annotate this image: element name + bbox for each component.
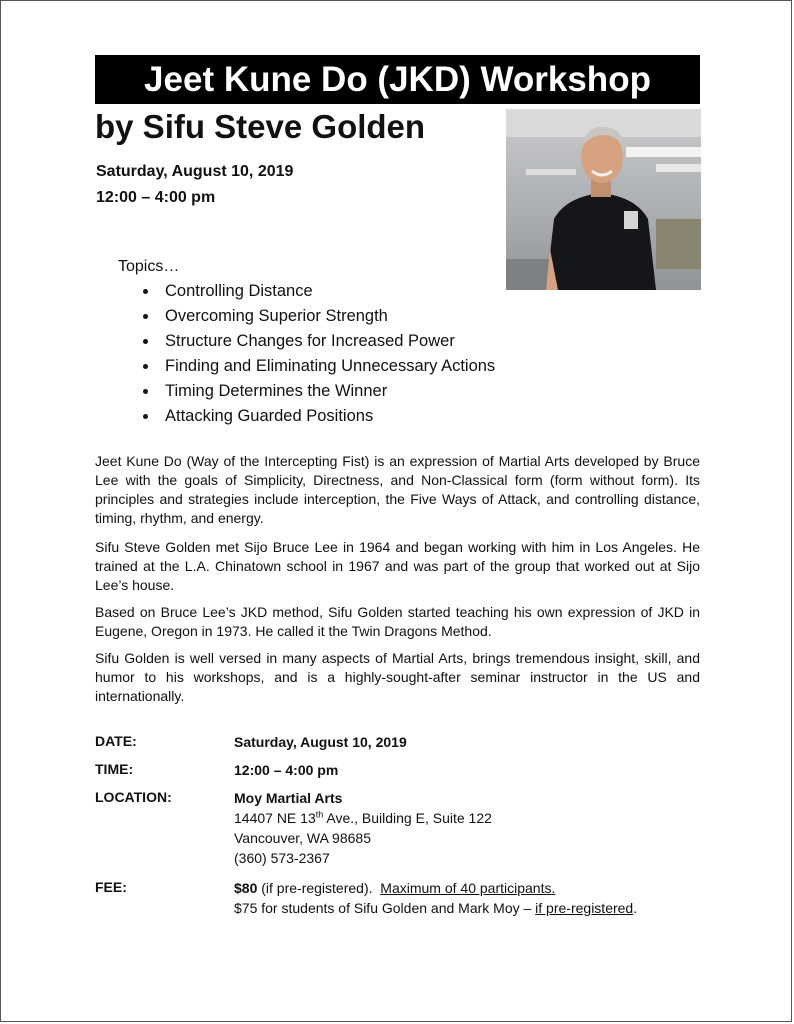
- location-address: [234, 809, 492, 829]
- topics-list: [140, 281, 495, 431]
- fee-note: (if pre-registered).: [257, 880, 381, 896]
- instructor-bio-paragraph: Sifu Golden is well versed in many aspects of Martial Arts, brings tremendous insight, skill, and humor to his workshops, and is a highly-sought-after seminar instructor in the US and internationally.: [95, 650, 700, 704]
- fee-max-participants: Maximum of 40 participants.: [380, 880, 556, 896]
- fee-students-condition: if pre-registered: [535, 900, 634, 916]
- topic-item: Timing Determines the Winner: [140, 381, 495, 406]
- topic-item: Overcoming Superior Strength: [140, 306, 495, 331]
- location-phone: (360) 573-2367: [234, 850, 330, 866]
- event-time: 12:00 – 4:00 pm: [96, 189, 216, 206]
- instructor-photo: [506, 109, 701, 290]
- fee-students-line: [234, 899, 637, 919]
- address-rest: Ave., Building E, Suite 122: [323, 810, 492, 826]
- date-label: DATE:: [95, 733, 137, 749]
- instructor-photo-illustration: [506, 109, 701, 290]
- instructor-history-paragraph: Sifu Steve Golden met Sijo Bruce Lee in 1964 and began working with him in Los Angeles. He trained at the L.A. Chinatown school in 1967 and was part of the group that worked out at Sijo Lee’s house.: [95, 539, 700, 593]
- address-superscript: th: [315, 809, 324, 820]
- time-value: 12:00 – 4:00 pm: [234, 762, 339, 778]
- fee-amount: $80: [234, 880, 258, 896]
- time-label: TIME:: [95, 761, 134, 777]
- jkd-description-paragraph: Jeet Kune Do (Way of the Intercepting Fist) is an expression of Martial Arts developed by Bruce Lee with the goals of Simplicity, Directness, and Non-Classical form (form without form). Its principles and strategies include interception, the Five Ways of Attack, and controlling distance, timing, rhythm, and energy.: [95, 453, 700, 526]
- flyer-subtitle: by Sifu Steve Golden: [95, 108, 426, 145]
- location-name: Moy Martial Arts: [234, 790, 343, 806]
- topic-item: Controlling Distance: [140, 281, 495, 306]
- address-number: 14407 NE 13: [234, 810, 316, 826]
- twin-dragons-paragraph: Based on Bruce Lee’s JKD method, Sifu Golden started teaching his own expression of JKD in Eugene, Oregon in 1973. He called it the Twin Dragons Method.: [95, 604, 700, 639]
- topic-item: Attacking Guarded Positions: [140, 406, 495, 431]
- flyer-title: Jeet Kune Do (JKD) Workshop: [95, 55, 700, 104]
- fee-students: $75 for students of Sifu Golden and Mark Moy –: [234, 900, 536, 916]
- date-value: Saturday, August 10, 2019: [234, 734, 407, 750]
- fee-line: [234, 879, 555, 899]
- topics-label: Topics…: [118, 258, 180, 275]
- location-label: LOCATION:: [95, 789, 172, 805]
- fee-label: FEE:: [95, 879, 127, 895]
- location-city: Vancouver, WA 98685: [234, 830, 371, 846]
- fee-period: .: [633, 900, 638, 916]
- topic-item: Structure Changes for Increased Power: [140, 331, 495, 356]
- topic-item: Finding and Eliminating Unnecessary Actions: [140, 356, 495, 381]
- event-date: Saturday, August 10, 2019: [96, 163, 294, 180]
